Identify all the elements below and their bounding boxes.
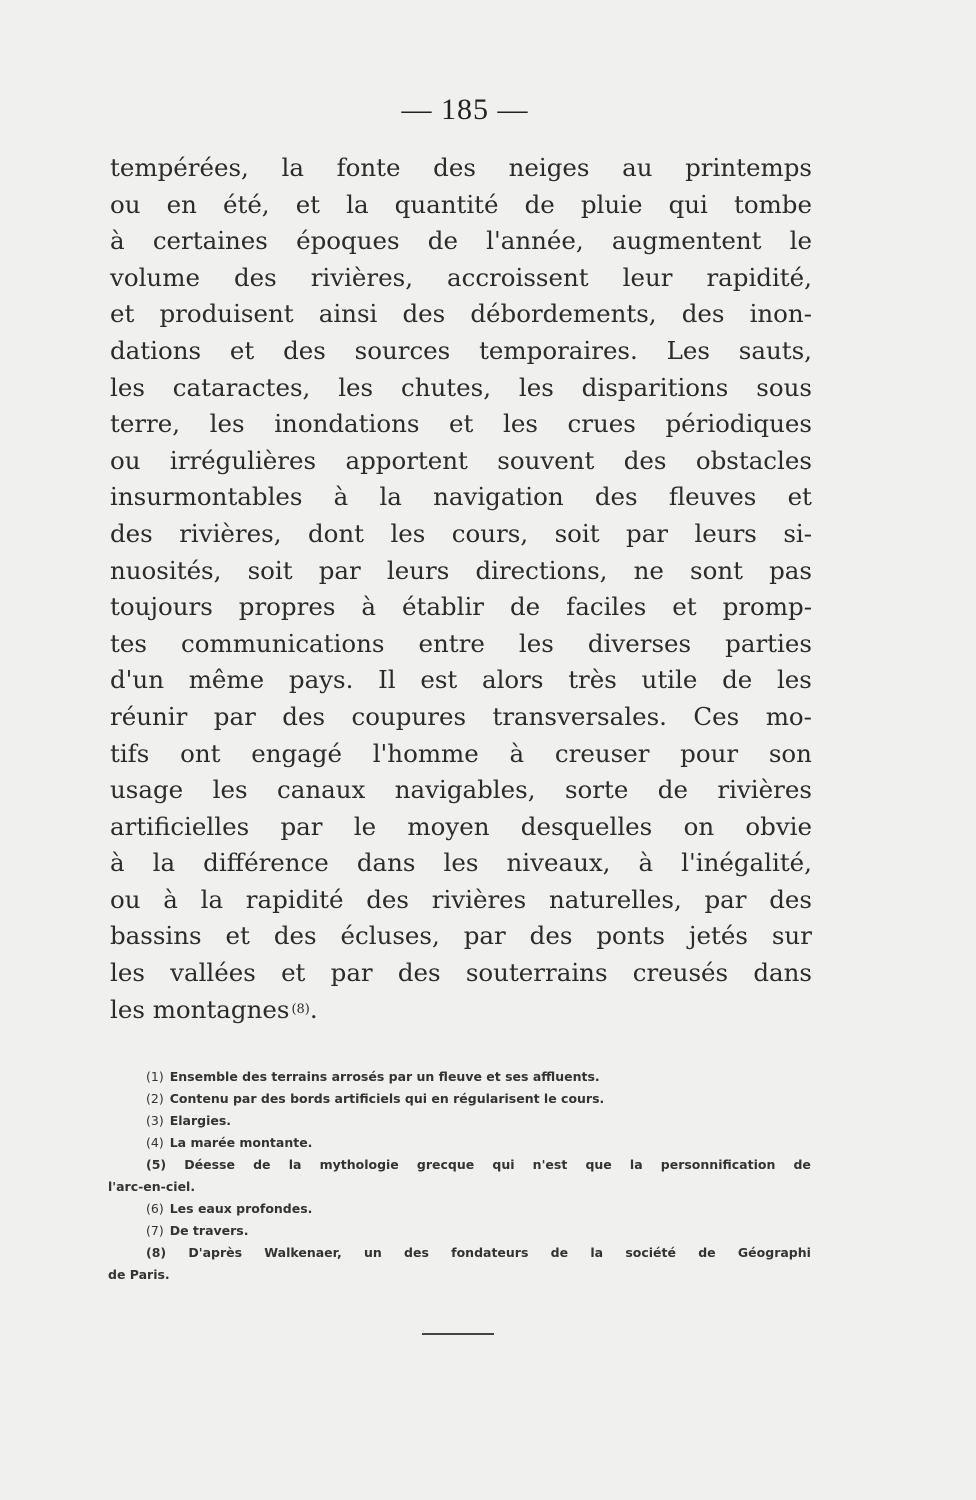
footnote-2 (108, 1088, 811, 1110)
body-word: rivières, (179, 518, 282, 548)
footnote-text: Elargies. (169, 1113, 232, 1128)
footnote-word: la (590, 1245, 604, 1260)
body-word: ou (110, 189, 141, 219)
body-word: des (233, 262, 277, 292)
body-line (110, 406, 812, 443)
footnote-8 (108, 1242, 811, 1264)
body-word: des (433, 153, 476, 182)
body-word: la (200, 884, 224, 914)
body-word: communications (180, 628, 385, 658)
body-word: à (110, 226, 125, 256)
body-text (110, 150, 812, 1028)
footnote-word: société (625, 1245, 676, 1260)
body-word: les (518, 372, 554, 402)
body-word: les (518, 628, 554, 658)
body-word: et (449, 409, 474, 439)
page-number: — 185 — (401, 93, 529, 126)
body-word: niveaux, (506, 848, 611, 878)
body-word: on (683, 811, 715, 841)
body-word: tes (110, 628, 147, 658)
body-word: à (333, 482, 349, 512)
footnote-7-number: (7) (146, 1223, 164, 1238)
footnote-5-continuation: l'arc-en-ciel. (108, 1179, 196, 1194)
body-word: tifs (110, 738, 150, 768)
body-word: certaines (152, 226, 268, 256)
body-line (110, 662, 812, 699)
body-word: les (209, 409, 245, 439)
footnote-6 (108, 1198, 811, 1220)
body-word: ne (633, 555, 664, 585)
body-line (110, 955, 812, 992)
body-word: engagé (251, 738, 342, 768)
body-word: neiges (508, 153, 590, 182)
body-last-line-end: . (309, 994, 318, 1024)
footnote-number: (3) (146, 1113, 164, 1128)
body-word: faciles (566, 592, 647, 622)
footnote-number: (4) (146, 1135, 164, 1150)
body-word: souvent (497, 445, 595, 475)
body-word: époques (296, 226, 400, 256)
body-word: réunir (110, 701, 188, 731)
body-word: au (622, 153, 653, 182)
body-word: moyen (407, 811, 490, 841)
body-word: l'homme (372, 738, 479, 768)
body-line-last (110, 992, 812, 1029)
body-word: de (722, 665, 753, 695)
body-word: rapidité, (706, 262, 812, 292)
body-word: et (281, 958, 306, 988)
body-word: les (212, 775, 248, 805)
body-word: les (503, 409, 538, 439)
body-word: des (283, 335, 326, 365)
body-word: rivières (717, 775, 812, 805)
body-word: volume (110, 262, 200, 292)
body-word: canaux (276, 775, 366, 805)
body-word: jetés (688, 921, 748, 951)
footnote-number: (8) (146, 1245, 167, 1260)
footnote-word: un (363, 1245, 382, 1260)
body-word: sauts, (738, 335, 812, 365)
footnote-8-continuation: de Paris. (108, 1267, 170, 1282)
body-word: transversales. (492, 701, 667, 731)
body-word: de (657, 775, 688, 805)
body-word: même (188, 665, 265, 695)
body-word: Les (666, 335, 710, 365)
body-word: par (318, 555, 361, 585)
body-line (110, 150, 812, 187)
body-word: accroissent (447, 262, 589, 292)
body-word: Ces (693, 701, 740, 731)
body-word: dans (356, 848, 416, 878)
body-word: à (361, 592, 376, 622)
body-word: mo- (765, 701, 812, 731)
body-word: des (769, 884, 812, 914)
body-word: des (623, 445, 667, 475)
footnote-word: des (404, 1245, 429, 1260)
body-word: diverses (587, 628, 692, 658)
body-word: disparitions (581, 372, 729, 402)
body-word: naturelles, (548, 884, 682, 914)
body-word: d'un (110, 665, 164, 695)
body-word: fonte (336, 153, 401, 182)
body-word: dans (753, 958, 812, 988)
body-word: périodiques (665, 409, 812, 439)
footnote-word: de (698, 1245, 716, 1260)
footnote-number: (2) (146, 1091, 164, 1106)
body-word: à (163, 884, 178, 914)
body-word: et (229, 335, 255, 365)
body-word: quantité (394, 189, 499, 219)
body-word: les (776, 665, 812, 695)
body-line (110, 479, 812, 516)
body-word: à (638, 848, 654, 878)
body-word: navigation (433, 482, 564, 512)
body-line (110, 772, 812, 809)
body-word: artificielles (110, 811, 250, 841)
body-word: vallées (170, 958, 256, 988)
body-word: inondations (274, 409, 420, 439)
body-word: augmentent (611, 226, 762, 256)
body-word: par (626, 518, 669, 548)
body-word: et (225, 921, 250, 951)
body-line (110, 626, 812, 663)
body-word: et (110, 299, 135, 329)
footnote-word: Walkenaer, (264, 1245, 342, 1260)
body-word: tombe (733, 189, 812, 219)
body-word: rivières, (310, 262, 413, 292)
body-line (110, 736, 812, 773)
body-word: souterrains (465, 958, 608, 988)
body-word: ponts (596, 921, 665, 951)
body-word: propres (238, 592, 336, 622)
body-word: et (672, 592, 697, 622)
body-word: soit (247, 555, 293, 585)
body-word: Il (378, 665, 396, 695)
body-word: sorte (564, 775, 629, 805)
body-word: promp- (722, 592, 812, 622)
body-word: la (346, 189, 369, 219)
body-word: et (787, 482, 812, 512)
body-word: chutes, (401, 372, 491, 402)
footnote-word: de (253, 1157, 271, 1172)
body-line (110, 370, 812, 407)
body-word: apportent (345, 445, 468, 475)
body-word: en (166, 189, 197, 219)
body-word: obvie (745, 811, 812, 841)
body-word: obstacles (695, 445, 812, 475)
body-line (110, 589, 812, 626)
body-line (110, 918, 812, 955)
body-word: rapidité (245, 884, 344, 914)
end-rule (422, 1333, 494, 1335)
footnote-word: Déesse (184, 1157, 235, 1172)
body-word: ou (110, 884, 141, 914)
body-word: les (390, 518, 426, 548)
body-word: été, (222, 189, 270, 219)
body-line (110, 187, 812, 224)
body-word: sur (771, 921, 812, 951)
body-word: pays. (288, 665, 354, 695)
footnotes (108, 1066, 811, 1286)
body-word: très (568, 665, 617, 695)
body-word: des (397, 958, 441, 988)
footnote-text: Contenu par des bords artificiels qui en régularisent le cours. (169, 1091, 605, 1106)
footnote-number: (1) (146, 1069, 164, 1084)
body-word: ont (180, 738, 221, 768)
body-word: par (280, 811, 323, 841)
body-word: des (282, 701, 326, 731)
body-last-line-text: les montagnes (110, 994, 290, 1024)
body-word: toujours (110, 592, 213, 622)
body-word: insurmontables (110, 482, 303, 512)
body-word: alors (481, 665, 544, 695)
body-line (110, 699, 812, 736)
footnote-text: La marée montante. (169, 1135, 313, 1150)
body-word: nuosités, (110, 555, 222, 585)
body-word: la (379, 482, 402, 512)
body-word: débordements, (470, 299, 657, 329)
body-word: de (510, 592, 541, 622)
footnote-word: grecque (416, 1157, 475, 1172)
body-word: l'inégalité, (681, 848, 812, 878)
body-word: irrégulières (169, 445, 317, 475)
body-word: à (110, 848, 125, 878)
body-word: son (768, 738, 812, 768)
body-word: temporaires. (479, 335, 638, 365)
body-word: des (594, 482, 638, 512)
footnote-7-text: De travers. (169, 1223, 249, 1238)
body-word: la (281, 153, 304, 182)
body-word: pluie (580, 189, 643, 219)
body-word: par (330, 958, 373, 988)
body-line (110, 260, 812, 297)
body-word: crues (567, 409, 636, 439)
body-word: le (353, 811, 377, 841)
body-word: fleuves (668, 482, 757, 512)
body-word: utile (641, 665, 698, 695)
body-word: leurs (386, 555, 450, 585)
footnote-6-number: (6) (146, 1201, 164, 1216)
body-word: différence (203, 848, 329, 878)
footnote-5 (108, 1154, 811, 1176)
body-word: par (213, 701, 256, 731)
footnote-word: D'après (188, 1245, 243, 1260)
body-word: coupures (351, 701, 467, 731)
body-line (110, 296, 812, 333)
body-word: la (152, 848, 176, 878)
body-word: si- (783, 518, 812, 548)
body-line (110, 333, 812, 370)
body-word: terre, (110, 409, 181, 439)
body-word: est (420, 665, 458, 695)
footnote-word: fondateurs (451, 1245, 529, 1260)
body-word: navigables, (394, 775, 536, 805)
footnote-word: qui (492, 1157, 515, 1172)
body-word: établir (401, 592, 485, 622)
body-word: leur (622, 262, 673, 292)
body-word: des (529, 921, 573, 951)
body-word: sous (756, 372, 812, 402)
body-word: parties (725, 628, 812, 658)
body-line (110, 882, 812, 919)
body-word: cours, (451, 518, 529, 548)
body-word: qui (668, 189, 708, 219)
footnote-word: la (629, 1157, 643, 1172)
footnote-word: personnification (660, 1157, 776, 1172)
body-word: écluses, (340, 921, 440, 951)
body-word: sources (354, 335, 451, 365)
body-word: directions, (475, 555, 608, 585)
body-word: de (427, 226, 458, 256)
body-word: desquelles (520, 811, 653, 841)
body-word: usage (110, 775, 184, 805)
body-word: de (524, 189, 555, 219)
footnote-text: Ensemble des terrains arrosés par un fleuve et ses affluents. (169, 1069, 600, 1084)
body-word: bassins (110, 921, 202, 951)
body-word: les (110, 958, 145, 988)
body-line (110, 553, 812, 590)
body-word: des (681, 299, 725, 329)
body-word: produisent (159, 299, 294, 329)
body-word: printemps (685, 153, 812, 182)
body-word: les (338, 372, 374, 402)
body-word: pour (680, 738, 739, 768)
body-line (110, 516, 812, 553)
body-word: des (273, 921, 317, 951)
body-word: creuser (554, 738, 650, 768)
footnote-word: de (793, 1157, 811, 1172)
footnote-6-text: Les eaux profondes. (169, 1201, 313, 1216)
footnote-word: de (550, 1245, 569, 1260)
body-word: soit (554, 518, 600, 548)
body-word: par (704, 884, 747, 914)
body-word: des (366, 884, 409, 914)
body-word: leurs (694, 518, 757, 548)
body-word: les (443, 848, 479, 878)
body-word: rivières (431, 884, 527, 914)
footnote-3 (108, 1110, 811, 1132)
body-word: par (463, 921, 506, 951)
body-line (110, 845, 812, 882)
body-line (110, 443, 812, 480)
body-line (110, 809, 812, 846)
body-word: des (110, 518, 153, 548)
body-word: creusés (632, 958, 729, 988)
footnote-7 (108, 1220, 811, 1242)
footnote-word: que (585, 1157, 612, 1172)
body-word: dont (307, 518, 364, 548)
footnote-ref-8[interactable]: (8) (291, 1001, 310, 1017)
footnote-word: mythologie (319, 1157, 399, 1172)
body-word: inon- (749, 299, 812, 329)
body-word: ou (110, 445, 141, 475)
footnote-group-1-4 (108, 1066, 811, 1154)
body-word: dations (110, 335, 202, 365)
body-word: et (295, 189, 321, 219)
body-word: tempérées, (110, 153, 249, 182)
footnote-1 (108, 1066, 811, 1088)
body-word: sont (690, 555, 743, 585)
footnote-number: (5) (146, 1157, 167, 1172)
body-word: les (110, 372, 145, 402)
body-word: le (789, 226, 812, 256)
body-word: entre (418, 628, 485, 658)
footnote-word: Géographi (737, 1245, 811, 1260)
body-word: cataractes, (172, 372, 311, 402)
footnote-word: n'est (532, 1157, 568, 1172)
body-word: des (402, 299, 446, 329)
body-line (110, 223, 812, 260)
body-word: pas (769, 555, 812, 585)
footnote-4 (108, 1132, 811, 1154)
body-word: à (509, 738, 525, 768)
body-word: l'année, (486, 226, 584, 256)
footnote-word: la (288, 1157, 302, 1172)
body-word: ainsi (318, 299, 378, 329)
